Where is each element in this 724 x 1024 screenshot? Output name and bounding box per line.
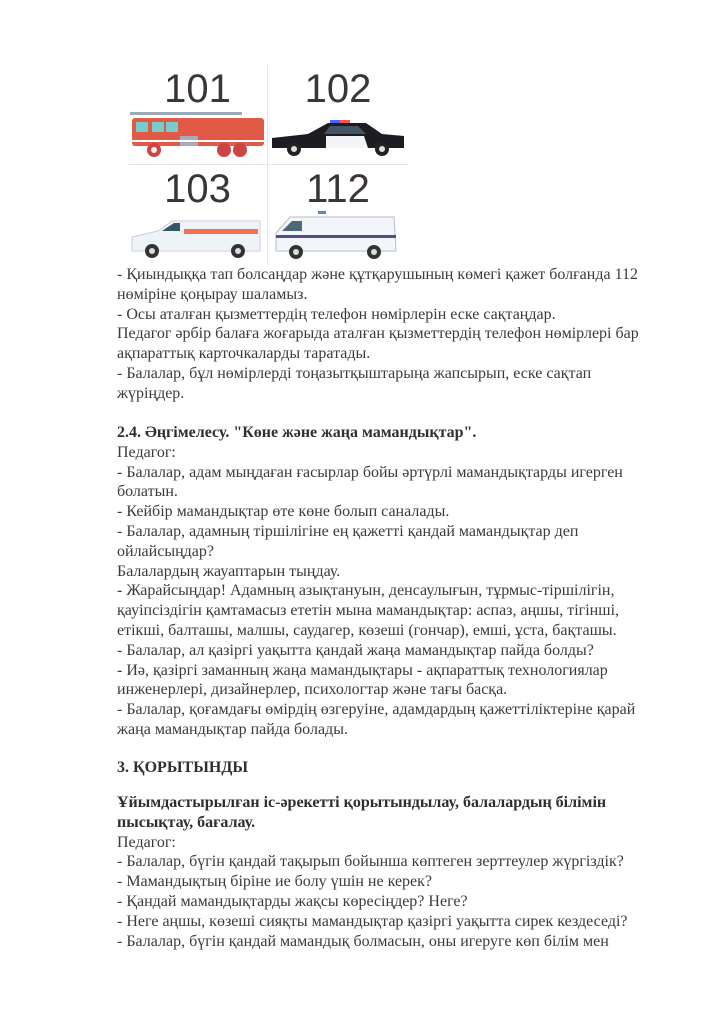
card-number: 101: [164, 67, 231, 111]
text-line: қауіпсіздігін қамтамасыз ететін мына мамандықтар: аспаз, аңшы, тігінші,: [117, 602, 620, 620]
card-number: 102: [304, 67, 372, 111]
text-line: - Балалар, бүгін қандай мамандық болмасын, оны игеруге көп білім мен: [117, 932, 609, 950]
card-number: 103: [164, 167, 231, 211]
text-line: - Қандай мамандықтарды жақсы көресіңдер? Неге?: [117, 892, 468, 910]
text-line: Балалардың жауаптарын тыңдау.: [117, 562, 341, 580]
text-line: - Кейбір мамандықтар өте көне болып саналады.: [117, 503, 450, 521]
text-line: жаңа мамандықтар пайда болады.: [117, 720, 348, 738]
rescue-van-icon: [268, 207, 408, 263]
text-line: - Балалар, адамның тіршілігіне ең қажетті қандай мамандықтар деп: [117, 522, 579, 540]
text-line: - Балалар, ал қазіргі уақытта қандай жаңа мамандықтар пайда болды?: [117, 641, 594, 659]
card-number: 112: [306, 167, 370, 211]
text-line: жүріңдер.: [117, 384, 185, 402]
ambulance-car-icon: [128, 207, 268, 263]
text-line: - Осы аталған қызметтердің телефон нөмірлерін еске сақтаңдар.: [117, 305, 556, 323]
card-police: [268, 65, 408, 165]
card-fire: [128, 65, 268, 165]
card-ambulance: [128, 165, 268, 265]
fire-truck-icon: [128, 106, 268, 162]
text-line: - Иә, қазіргі заманның жаңа мамандықтары - ақпараттық технологиялар: [117, 661, 608, 679]
section-3-body: [117, 793, 707, 951]
text-line: болатын.: [117, 483, 178, 501]
text-line: - Неге аңшы, көзеші сияқты мамандықтар қазіргі уақытта сирек кездеседі?: [117, 912, 628, 930]
text-line: инженерлері, дизайнерлер, психологтар және тағы басқа.: [117, 681, 508, 699]
text-line: - Балалар, қоғамдағы өмірдің өзгеруіне, адамдардың қажеттіліктеріне қарай: [117, 701, 636, 719]
section-3: [117, 758, 707, 778]
subheading-line: Ұйымдастырылған іс-әрекетті қорытындылау, балалардың білімін: [117, 794, 607, 811]
section-heading: 3. ҚОРЫТЫНДЫ: [117, 759, 249, 776]
police-car-icon: [268, 106, 408, 162]
intro-paragraphs: [117, 265, 707, 404]
text-line: Педагог:: [117, 833, 176, 851]
text-line: ойлайсыңдар?: [117, 542, 214, 560]
text-line: Педагог әрбір балаға жоғарыда аталған қызметтердің телефон нөмірлері бар: [117, 325, 639, 343]
section-heading: 2.4. Әңгімелесу. "Көне және жаңа мамандықтар".: [117, 424, 477, 441]
text-line: етікші, балташы, малшы, саудагер, көзеші (гончар), емші, ұста, бақташы.: [117, 621, 617, 639]
text-line: нөміріне қоңырау шаламыз.: [117, 285, 308, 303]
text-line: - Жарайсыңдар! Адамның азықтануын, денсаулығын, тұрмыс-тіршілігін,: [117, 582, 615, 600]
text-line: - Балалар, адам мыңдаған ғасырлар бойы әртүрлі мамандықтарды игерген: [117, 463, 623, 481]
section-2-4: [117, 423, 707, 740]
text-line: - Балалар, бүгін қандай тақырып бойынша көптеген зерттеулер жүргіздік?: [117, 853, 624, 871]
text-line: Педагог:: [117, 443, 176, 461]
text-line: ақпараттық карточкаларды таратады.: [117, 345, 371, 363]
subheading-line: пысықтау, бағалау.: [117, 813, 256, 831]
text-line: - Мамандықтың біріне ие болу үшін не керек?: [117, 873, 433, 891]
text-line: - Қиындыққа тап болсаңдар және құтқарушының көмегі қажет болғанда 112: [117, 266, 638, 283]
text-line: - Балалар, бұл нөмірлерді тоңазытқыштарыңа жапсырып, еске сақтап: [117, 364, 592, 382]
card-rescue: [268, 165, 408, 265]
emergency-numbers-figure: [128, 65, 410, 266]
